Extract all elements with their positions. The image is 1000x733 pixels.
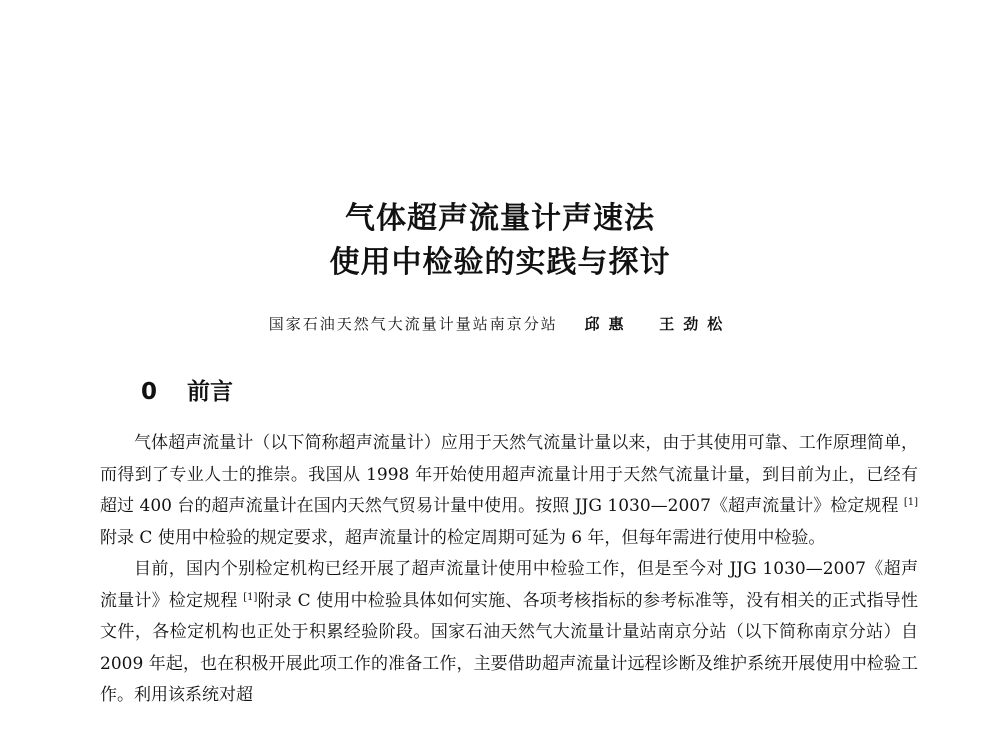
paragraph-2-text-b: 附录 C 使用中检验具体如何实施、各项考核指标的参考标准等，没有相关的正式指导性文件，各检定机构也正处于积累经验阶段。国家石油天然气大流量计量站南京分站（以下简称南京分站）自 2009 年起，也在积极开展此项工作的准备工作，主要借助超声流量计远程诊断及维护系统开展使用中检验工作。利用该系统对超 <box>100 590 918 705</box>
paragraph-2 <box>100 554 918 712</box>
affiliation: 国家石油天然气大流量计量站南京分站 <box>268 315 558 333</box>
paper-title <box>0 197 1000 285</box>
body-text <box>100 428 918 712</box>
author-name-1: 邱惠 <box>584 315 633 333</box>
citation-ref[interactable]: [1] <box>243 591 258 603</box>
citation-ref[interactable]: [1] <box>903 497 918 508</box>
paragraph-1 <box>100 428 918 554</box>
paragraph-1-text-b: 附录 C 使用中检验的规定要求，超声流量计的检定周期可延为 6 年，但每年需进行使用中检验。 <box>100 527 826 548</box>
author-line <box>0 314 1000 334</box>
title-line-1: 气体超声流量计声速法 <box>345 201 655 236</box>
author-name-2: 王劲松 <box>659 315 732 333</box>
section-title: 前言 <box>187 379 234 405</box>
section-number: 0 <box>141 379 158 405</box>
paragraph-2-text-a: 目前，国内个别检定机构已经开展了超声流量计使用中检验工作，但是至今对 JJG 1030—2007《超声流量计》检定规程 <box>100 559 918 611</box>
paragraph-1-text-a: 气体超声流量计（以下简称超声流量计）应用于天然气流量计量以来，由于其使用可靠、工作原理简单，而得到了专业人士的推崇。我国从 1998 年开始使用超声流量计用于天然气流量计量，到目前为止，已经有超过 400 台的超声流量计在国内天然气贸易计量中使用。按照 JJG 1030—2007《超声流量计》检定规程 <box>100 433 918 516</box>
title-line-2: 使用中检验的实践与探讨 <box>329 245 671 280</box>
section-heading <box>141 377 233 407</box>
